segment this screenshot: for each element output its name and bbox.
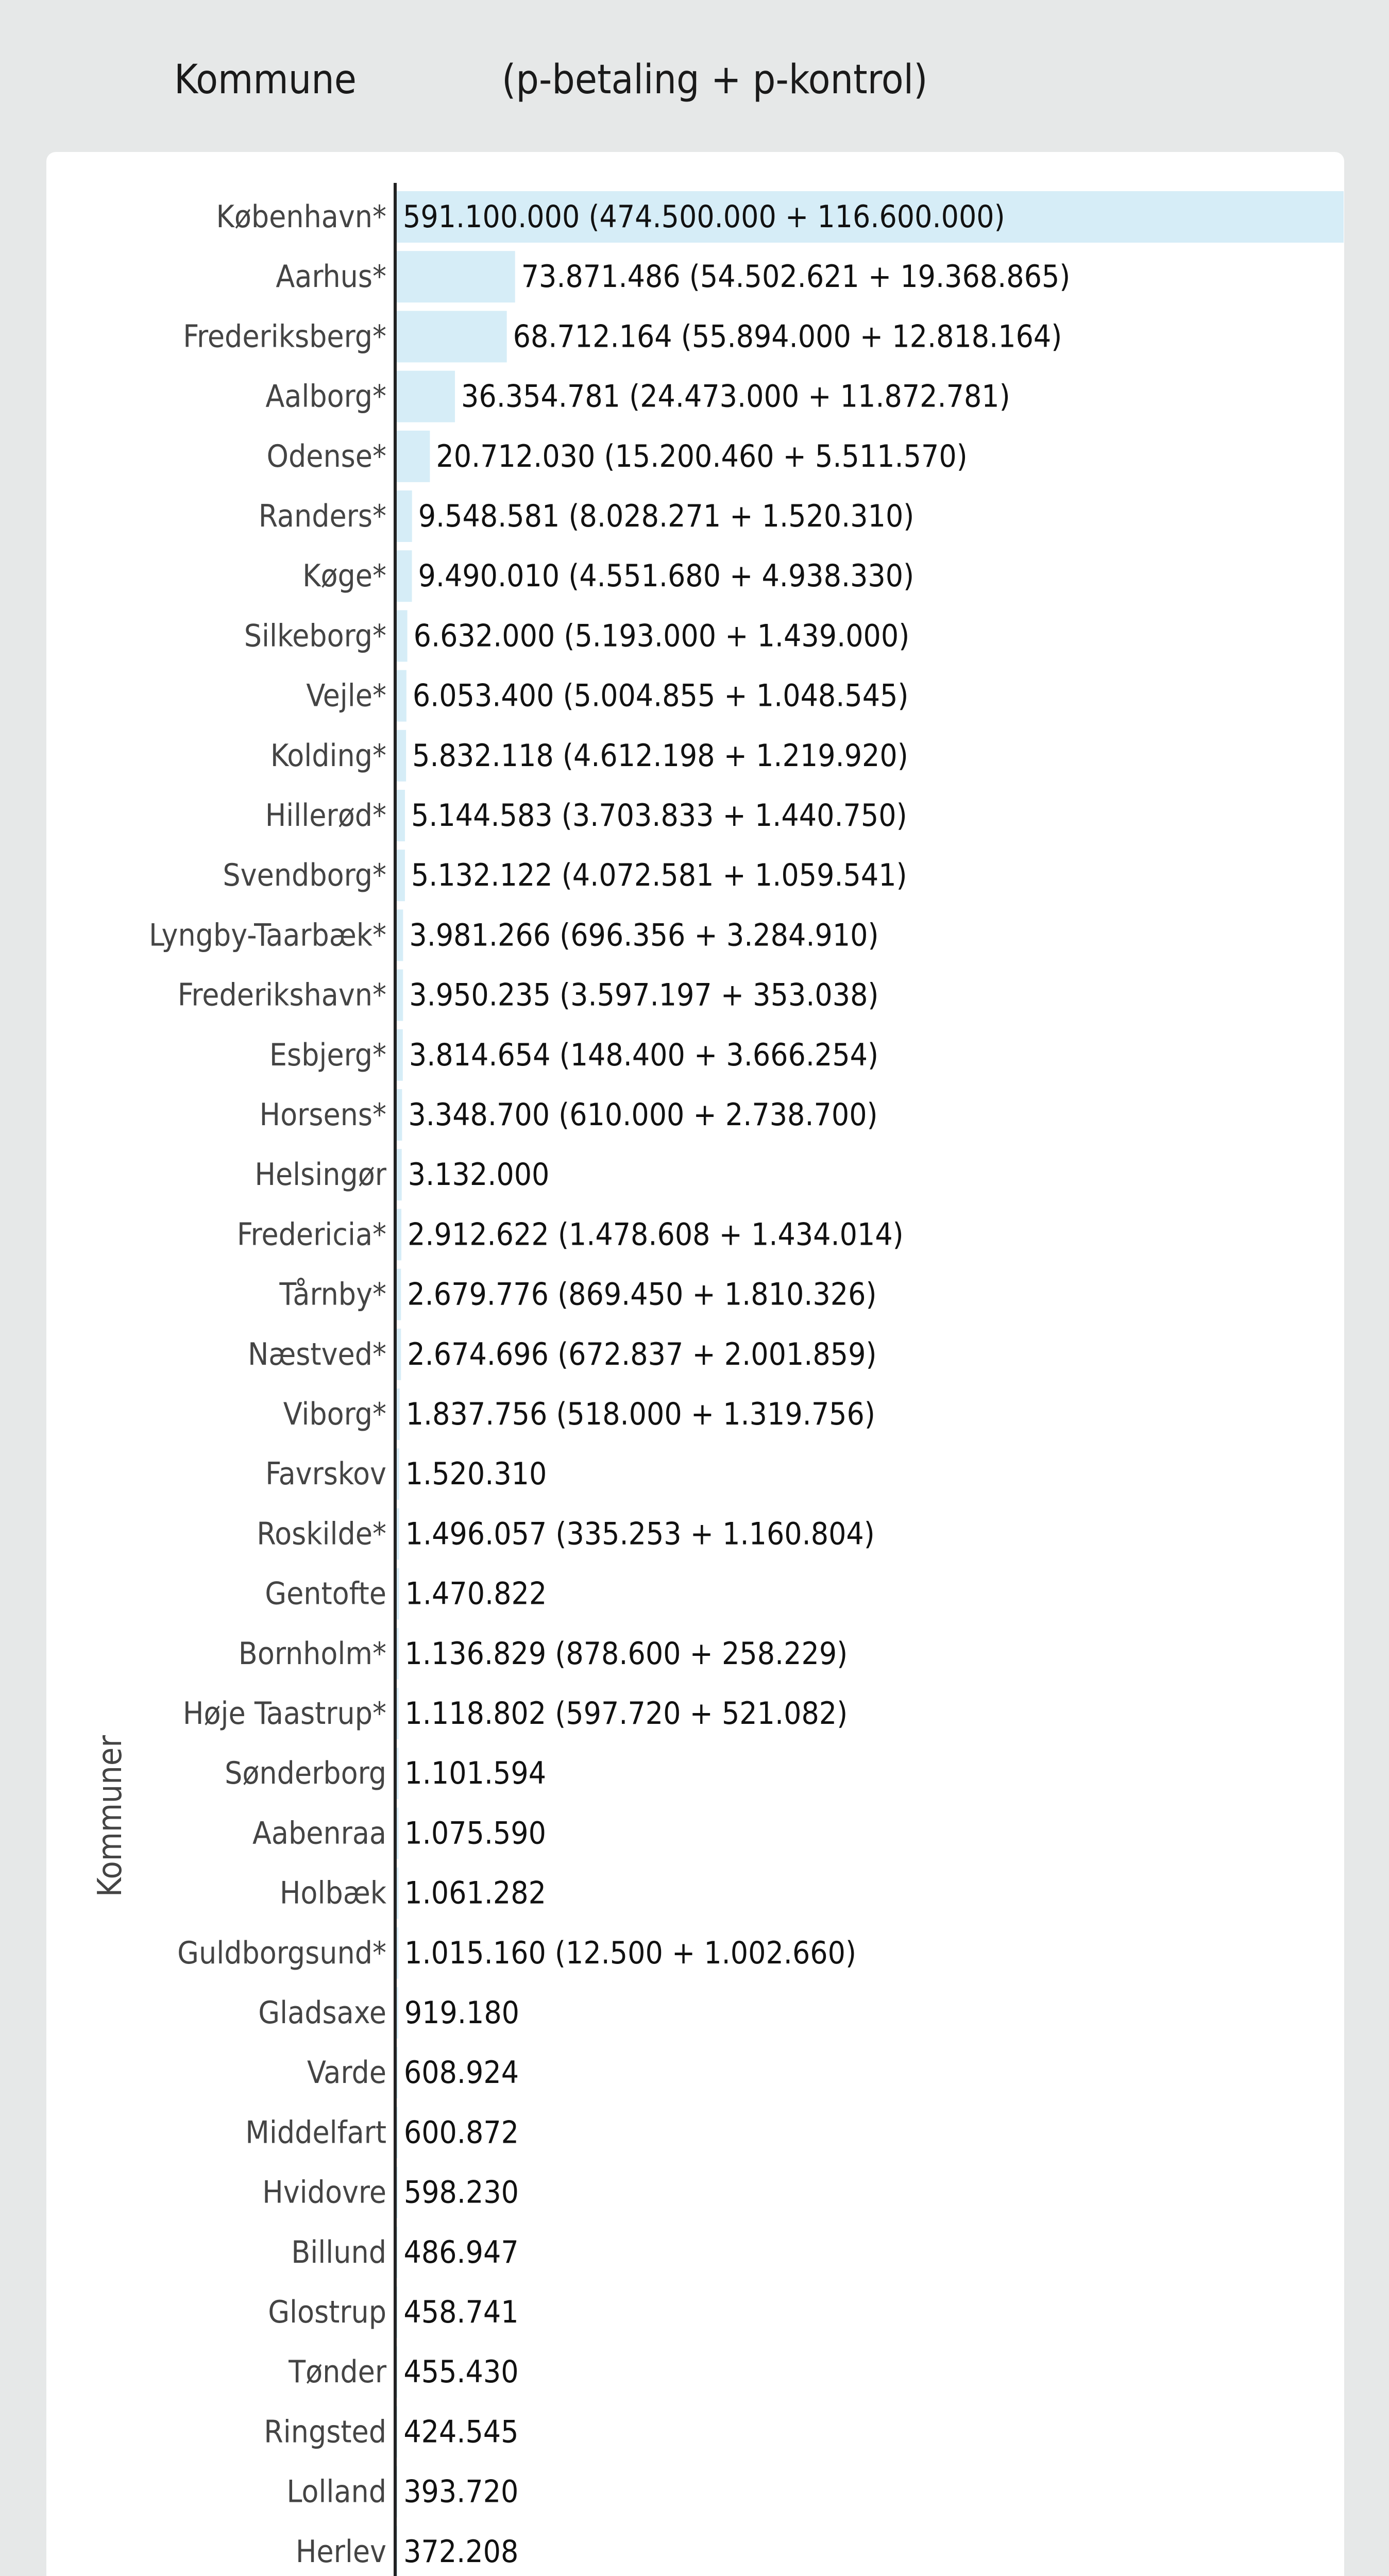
value-label: 591.100.000 (474.500.000 + 116.600.000) bbox=[403, 199, 1005, 235]
value-label: 919.180 bbox=[404, 1995, 520, 2031]
category-label: Billund bbox=[291, 2234, 386, 2270]
bars-layer bbox=[397, 191, 1344, 2576]
value-label: 1.470.822 bbox=[405, 1575, 547, 1612]
bar bbox=[397, 490, 412, 542]
value-label: 2.912.622 (1.478.608 + 1.434.014) bbox=[408, 1216, 904, 1253]
bar bbox=[397, 1448, 399, 1500]
bar bbox=[397, 850, 405, 901]
category-label: Roskilde* bbox=[257, 1516, 386, 1552]
value-label: 6.632.000 (5.193.000 + 1.439.000) bbox=[413, 618, 910, 654]
value-label: 1.136.829 (878.600 + 258.229) bbox=[404, 1635, 848, 1672]
y-axis-title: Kommuner bbox=[91, 1735, 129, 1897]
value-label: 3.950.235 (3.597.197 + 353.038) bbox=[409, 977, 879, 1013]
value-label: 608.924 bbox=[403, 2055, 519, 2091]
bar bbox=[397, 1688, 398, 1739]
value-label: 68.712.164 (55.894.000 + 12.818.164) bbox=[513, 318, 1062, 355]
value-label: 2.679.776 (869.450 + 1.810.326) bbox=[407, 1276, 877, 1313]
value-label: 1.101.594 bbox=[404, 1755, 547, 1792]
bar bbox=[397, 909, 403, 961]
category-label: Næstved* bbox=[247, 1336, 386, 1372]
category-label: Frederikshavn* bbox=[177, 977, 386, 1013]
bar bbox=[397, 1508, 399, 1560]
category-label: Sønderborg bbox=[225, 1755, 386, 1792]
category-label: Hillerød* bbox=[265, 798, 386, 834]
category-label: Esbjerg* bbox=[269, 1037, 386, 1073]
bar bbox=[397, 311, 507, 362]
bar bbox=[397, 730, 406, 782]
value-label: 1.075.590 bbox=[404, 1815, 546, 1852]
bar bbox=[397, 1628, 399, 1680]
bar bbox=[397, 790, 405, 841]
category-label: Aarhus* bbox=[276, 259, 386, 295]
bar bbox=[397, 1748, 398, 1799]
bar bbox=[397, 970, 403, 1021]
category-label: Vejle* bbox=[306, 677, 386, 714]
value-label: 1.837.756 (518.000 + 1.319.756) bbox=[405, 1396, 875, 1432]
chart-card bbox=[46, 152, 1344, 2576]
bar bbox=[397, 2107, 398, 2158]
value-label: 20.712.030 (15.200.460 + 5.511.570) bbox=[436, 438, 968, 474]
category-label: Svendborg* bbox=[223, 857, 386, 894]
labels-layer bbox=[149, 199, 1070, 2576]
value-label: 1.061.282 bbox=[404, 1875, 546, 1911]
value-label: 3.132.000 bbox=[408, 1157, 550, 1193]
value-label: 1.118.802 (597.720 + 521.082) bbox=[404, 1696, 848, 1732]
value-label: 3.981.266 (696.356 + 3.284.910) bbox=[409, 917, 879, 954]
category-label: Holbæk bbox=[279, 1875, 386, 1911]
value-label: 598.230 bbox=[403, 2174, 519, 2211]
category-label: Ringsted bbox=[264, 2414, 386, 2450]
category-label: Gentofte bbox=[265, 1575, 386, 1612]
bar bbox=[397, 1149, 402, 1200]
bar bbox=[397, 1269, 401, 1320]
category-label: Køge* bbox=[302, 558, 386, 595]
value-label: 3.814.654 (148.400 + 3.666.254) bbox=[409, 1037, 879, 1073]
category-label: Helsingør bbox=[255, 1157, 386, 1193]
category-label: Fredericia* bbox=[236, 1216, 386, 1253]
value-label: 455.430 bbox=[403, 2354, 519, 2391]
category-label: Guldborgsund* bbox=[177, 1935, 386, 1971]
category-label: Horsens* bbox=[259, 1097, 386, 1133]
value-label: 372.208 bbox=[403, 2533, 519, 2570]
category-label: Tønder bbox=[289, 2354, 386, 2391]
bar bbox=[397, 251, 515, 302]
category-label: Favrskov bbox=[265, 1456, 386, 1493]
bar bbox=[397, 2047, 398, 2098]
value-label: 424.545 bbox=[403, 2414, 519, 2450]
bar bbox=[397, 1987, 398, 2039]
value-label: 5.832.118 (4.612.198 + 1.219.920) bbox=[412, 737, 908, 774]
bar bbox=[397, 1209, 401, 1260]
category-label: Odense* bbox=[266, 438, 386, 474]
bar-chart bbox=[46, 152, 1344, 2576]
column-header-kommune: Kommune bbox=[174, 57, 357, 103]
value-label: 458.741 bbox=[403, 2294, 519, 2330]
category-label: Frederiksberg* bbox=[183, 318, 386, 355]
bar bbox=[397, 1927, 398, 1979]
value-label: 5.132.122 (4.072.581 + 1.059.541) bbox=[411, 857, 907, 894]
value-label: 1.520.310 bbox=[405, 1456, 547, 1493]
category-label: Aabenraa bbox=[252, 1815, 386, 1852]
bar bbox=[397, 1329, 401, 1380]
bar bbox=[397, 1868, 398, 1919]
category-label: Glostrup bbox=[268, 2294, 386, 2330]
bar bbox=[397, 2227, 398, 2278]
bar bbox=[397, 2167, 398, 2218]
bar bbox=[397, 1568, 399, 1620]
bar bbox=[397, 431, 430, 482]
value-label: 9.548.581 (8.028.271 + 1.520.310) bbox=[418, 498, 914, 534]
value-label: 5.144.583 (3.703.833 + 1.440.750) bbox=[411, 798, 907, 834]
value-label: 600.872 bbox=[403, 2114, 519, 2151]
category-label: Kolding* bbox=[270, 737, 386, 774]
category-label: Høje Taastrup* bbox=[182, 1696, 386, 1732]
bar bbox=[397, 610, 408, 662]
bar bbox=[397, 371, 455, 422]
category-label: Randers* bbox=[258, 498, 386, 534]
value-label: 393.720 bbox=[403, 2473, 519, 2510]
bar bbox=[397, 1029, 403, 1081]
category-label: Bornholm* bbox=[238, 1635, 386, 1672]
category-label: Hvidovre bbox=[262, 2174, 386, 2211]
value-label: 1.015.160 (12.500 + 1.002.660) bbox=[404, 1935, 857, 1971]
bar bbox=[397, 1807, 398, 1859]
category-label: Herlev bbox=[295, 2533, 386, 2570]
bar bbox=[397, 1089, 402, 1141]
category-label: Silkeborg* bbox=[244, 618, 386, 654]
category-label: Gladsaxe bbox=[258, 1995, 386, 2031]
value-label: 73.871.486 (54.502.621 + 19.368.865) bbox=[521, 259, 1071, 295]
category-label: Lolland bbox=[286, 2473, 386, 2510]
category-label: København* bbox=[216, 199, 386, 235]
category-label: Viborg* bbox=[283, 1396, 386, 1432]
value-label: 1.496.057 (335.253 + 1.160.804) bbox=[405, 1516, 875, 1552]
column-header-formula: (p-betaling + p-kontrol) bbox=[502, 57, 928, 103]
category-label: Middelfart bbox=[245, 2114, 386, 2151]
category-label: Lyngby-Taarbæk* bbox=[149, 917, 386, 954]
category-label: Aalborg* bbox=[265, 378, 386, 415]
value-label: 3.348.700 (610.000 + 2.738.700) bbox=[408, 1097, 878, 1133]
value-label: 9.490.010 (4.551.680 + 4.938.330) bbox=[418, 558, 914, 595]
bar bbox=[397, 670, 406, 722]
bar bbox=[397, 550, 412, 602]
bar bbox=[397, 1388, 400, 1440]
value-label: 2.674.696 (672.837 + 2.001.859) bbox=[407, 1336, 877, 1372]
value-label: 486.947 bbox=[403, 2234, 519, 2270]
category-label: Varde bbox=[307, 2055, 386, 2091]
category-label: Tårnby* bbox=[279, 1276, 386, 1313]
value-label: 6.053.400 (5.004.855 + 1.048.545) bbox=[412, 677, 909, 714]
value-label: 36.354.781 (24.473.000 + 11.872.781) bbox=[461, 378, 1010, 415]
